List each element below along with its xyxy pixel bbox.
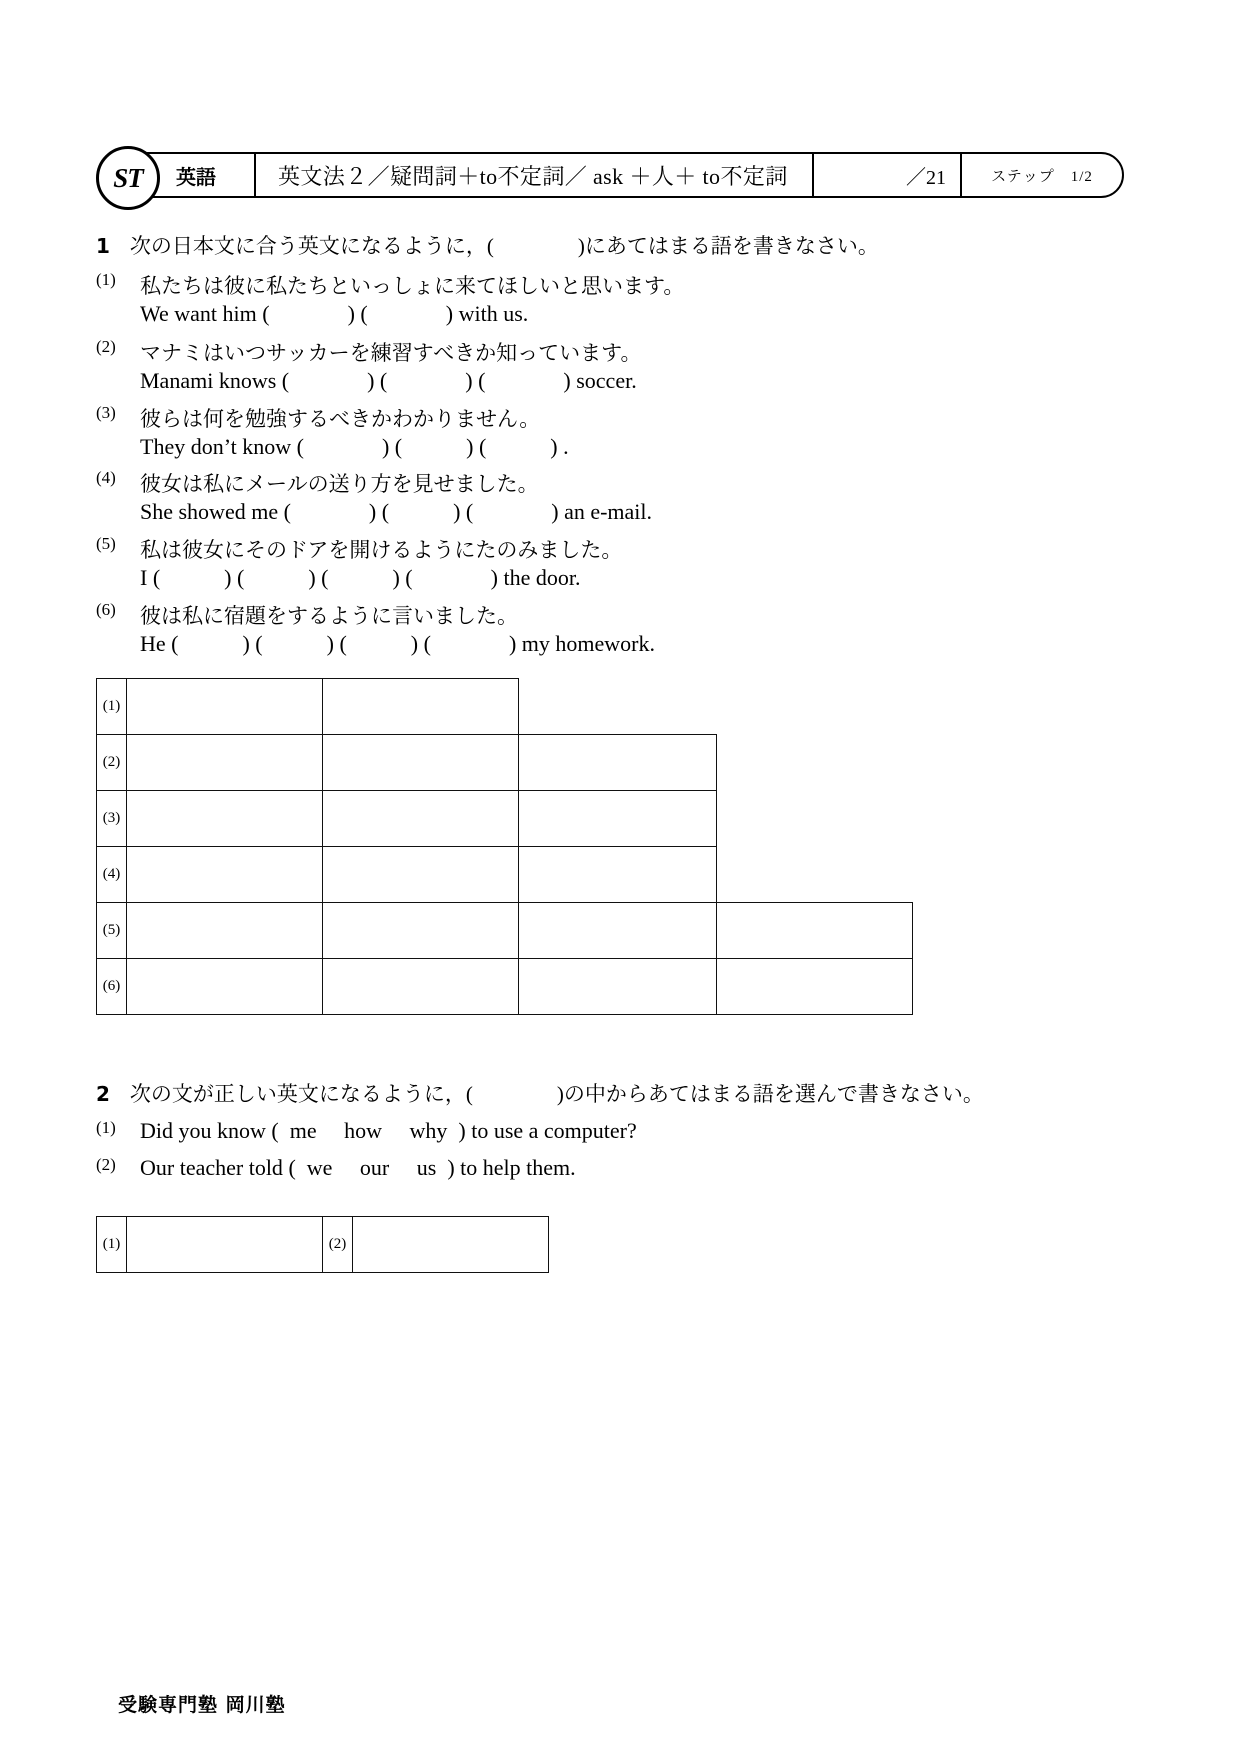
english-suffix: . <box>563 434 569 459</box>
english-prefix: Manami knows <box>140 368 277 393</box>
answer-cell[interactable] <box>127 735 323 791</box>
footer-brand <box>118 1690 286 1717</box>
english-suffix: an e-mail. <box>564 499 653 524</box>
answer-cell[interactable] <box>323 959 519 1015</box>
grid-spacer <box>717 847 913 903</box>
english-prefix: They don’t know <box>140 434 292 459</box>
row-label: (1) <box>97 1217 127 1273</box>
header-subject-label: 英語 <box>176 164 216 189</box>
answer-cell[interactable] <box>323 903 519 959</box>
row-label: (1) <box>97 679 127 735</box>
table-row <box>97 847 913 903</box>
answer-cell[interactable] <box>519 847 717 903</box>
item-japanese-sentence: 私は彼女にそのドアを開けるようにたのみました。 <box>140 538 623 562</box>
grid-spacer <box>717 735 913 791</box>
answer-cell[interactable] <box>127 791 323 847</box>
section2-heading <box>96 1078 984 1108</box>
answer-cell[interactable] <box>519 791 717 847</box>
answer-cell[interactable] <box>127 903 323 959</box>
table-row <box>97 1217 549 1273</box>
step-label: ステップ 1/2 <box>991 168 1093 185</box>
item-english-sentence: She showed me ( ) ( ) ( ) an e-mail. <box>140 499 653 524</box>
choice-option[interactable]: how <box>344 1118 382 1143</box>
english-prefix: I <box>140 565 148 590</box>
item-english-sentence: They don’t know ( ) ( ) ( ) . <box>140 434 569 459</box>
table-row <box>97 903 913 959</box>
circle-st-monogram-icon <box>96 146 160 210</box>
choice-option[interactable]: us <box>416 1155 437 1180</box>
row-label: (6) <box>97 959 127 1015</box>
section1-instruction: 次の日本文に合う英文になるように，( )にあてはまる語を書きなさい。 <box>129 234 879 258</box>
logo-text: ST <box>113 162 143 193</box>
section2-instruction: 次の文が正しい英文になるように，( )の中からあてはまる語を選んで書きなさい。 <box>129 1082 984 1106</box>
item-english-sentence: He ( ) ( ) ( ) ( ) my homework. <box>140 631 655 656</box>
answer-cell[interactable] <box>519 735 717 791</box>
english-prefix: He <box>140 631 166 656</box>
english-prefix: She showed me <box>140 499 279 524</box>
header-frame <box>136 152 1124 198</box>
grid-spacer <box>717 791 913 847</box>
item-label: (1) <box>96 270 116 289</box>
choice-suffix: to use a computer? <box>471 1118 637 1143</box>
section1-heading <box>96 230 879 260</box>
item-english-sentence: I ( ) ( ) ( ) ( ) the door. <box>140 565 581 590</box>
answer-cell[interactable] <box>127 679 323 735</box>
header-score-box <box>814 154 962 196</box>
answer-cell[interactable] <box>717 903 913 959</box>
row-label: (2) <box>323 1217 353 1273</box>
section2-number: 2 <box>96 1082 110 1106</box>
english-prefix: We want him <box>140 301 257 326</box>
item-label: (4) <box>96 468 116 487</box>
section1-number: 1 <box>96 234 110 258</box>
score-total-label: ／21 <box>906 166 946 189</box>
answer-cell[interactable] <box>717 959 913 1015</box>
table-row <box>97 791 913 847</box>
choice-option[interactable]: why <box>409 1118 448 1143</box>
item-japanese-sentence: 彼女は私にメールの送り方を見せました。 <box>140 472 539 496</box>
answer-cell[interactable] <box>323 847 519 903</box>
table-row <box>97 959 913 1015</box>
header-step-box <box>962 154 1122 196</box>
item-label: (1) <box>96 1118 116 1137</box>
item-choice-sentence: Our teacher told ( we our us ) to help them. <box>140 1155 576 1180</box>
section2-answer-grid <box>96 1216 549 1273</box>
english-suffix: the door. <box>503 565 581 590</box>
answer-cell[interactable] <box>323 679 519 735</box>
choice-prefix: Our teacher told <box>140 1155 283 1180</box>
row-label: (2) <box>97 735 127 791</box>
english-suffix: with us. <box>458 301 529 326</box>
row-label: (3) <box>97 791 127 847</box>
answer-cell[interactable] <box>127 959 323 1015</box>
row-label: (4) <box>97 847 127 903</box>
choice-suffix: to help them. <box>460 1155 576 1180</box>
english-suffix: my homework. <box>521 631 655 656</box>
english-suffix: soccer. <box>576 368 637 393</box>
choice-prefix: Did you know <box>140 1118 266 1143</box>
item-label: (2) <box>96 337 116 356</box>
table-row <box>97 735 913 791</box>
item-choice-sentence: Did you know ( me how why ) to use a computer? <box>140 1118 637 1143</box>
choice-option[interactable]: me <box>289 1118 317 1143</box>
answer-cell[interactable] <box>519 959 717 1015</box>
row-label: (5) <box>97 903 127 959</box>
choice-option[interactable]: our <box>359 1155 390 1180</box>
answer-cell[interactable] <box>323 735 519 791</box>
table-row <box>97 679 913 735</box>
header-title <box>256 154 814 196</box>
answer-cell[interactable] <box>323 791 519 847</box>
grid-spacer <box>717 679 913 735</box>
page-title: 英文法２／疑問詞＋to不定詞／ ask ＋人＋ to不定詞 <box>278 163 788 189</box>
item-label: (5) <box>96 534 116 553</box>
answer-cell[interactable] <box>127 847 323 903</box>
item-japanese-sentence: マナミはいつサッカーを練習すべきか知っています。 <box>140 341 642 365</box>
item-label: (2) <box>96 1155 116 1174</box>
item-japanese-sentence: 彼らは何を勉強するべきかわかりません。 <box>140 407 541 431</box>
item-japanese-sentence: 私たちは彼に私たちといっしょに来てほしいと思います。 <box>140 274 685 298</box>
item-label: (6) <box>96 600 116 619</box>
item-english-sentence: Manami knows ( ) ( ) ( ) soccer. <box>140 368 637 393</box>
answer-cell[interactable] <box>519 903 717 959</box>
item-english-sentence: We want him ( ) ( ) with us. <box>140 301 529 326</box>
answer-cell[interactable] <box>353 1217 549 1273</box>
item-label: (3) <box>96 403 116 422</box>
footer-text: 受験専門塾 岡川塾 <box>118 1694 286 1716</box>
item-japanese-sentence: 彼は私に宿題をするように言いました。 <box>140 604 518 628</box>
worksheet-header <box>96 152 1126 198</box>
answer-cell[interactable] <box>127 1217 323 1273</box>
choice-option[interactable]: we <box>306 1155 333 1180</box>
section1-answer-grid <box>96 678 913 1015</box>
grid-spacer <box>519 679 717 735</box>
